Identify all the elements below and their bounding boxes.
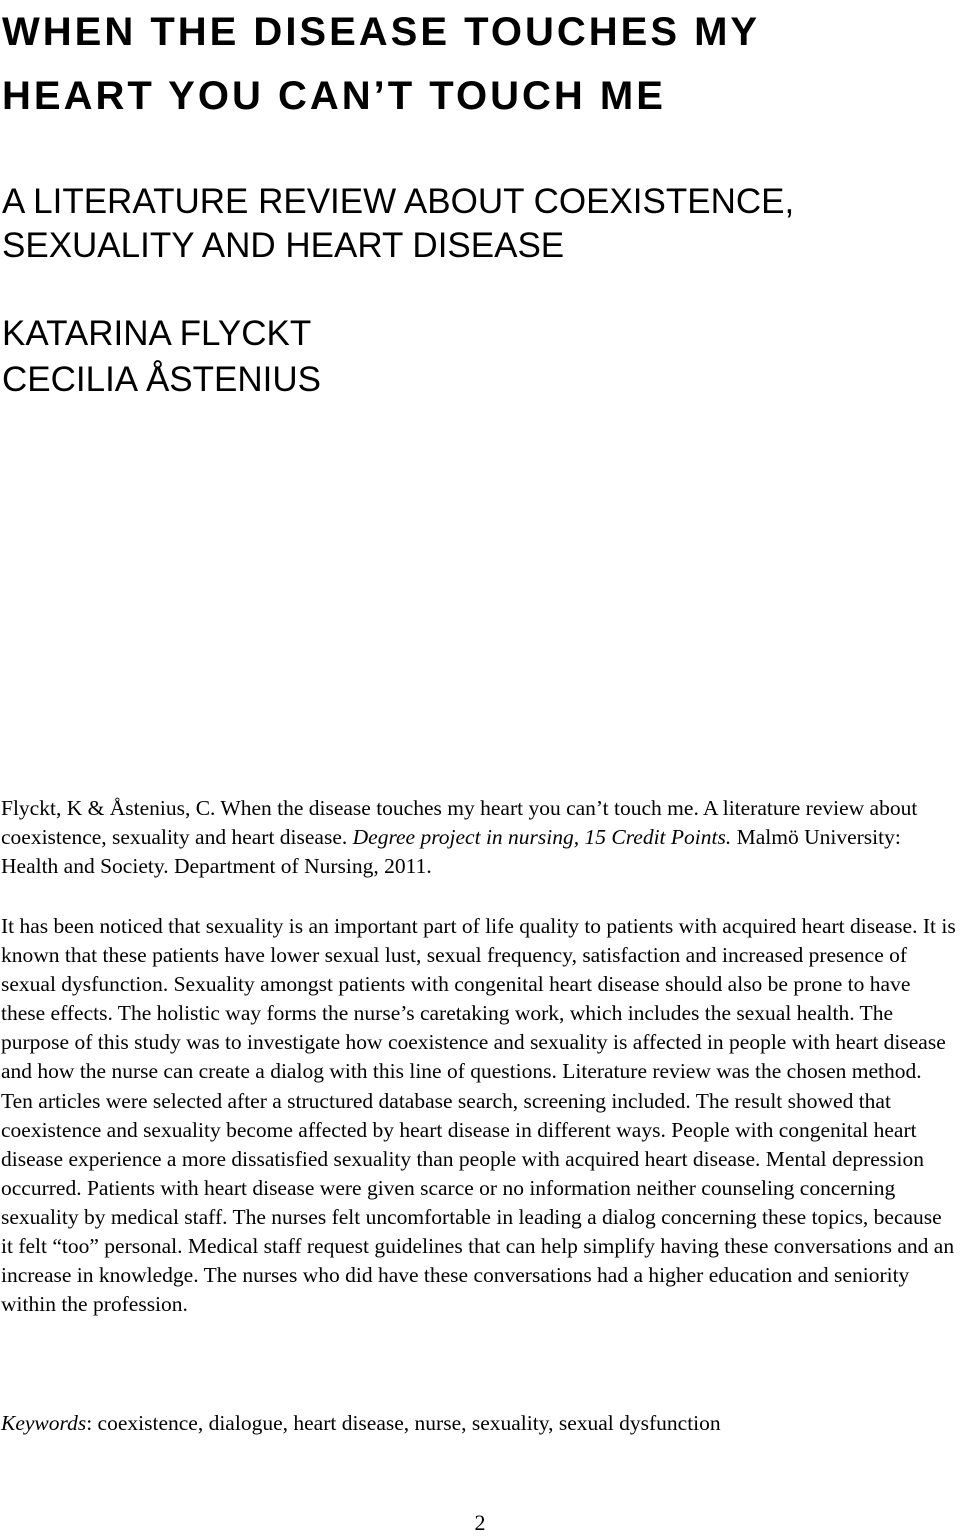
citation-publisher: Malmö University: Health and Society. Department of Nursing, 2011. [1, 825, 901, 878]
abstract-paragraph: It has been noticed that sexuality is an important part of life quality to patients with acquired heart disease. It is known that these patients have lower sexual lust, sexual frequency, satisfaction and increased presence of sexual dysfunction. Sexuality amongst patients with congenital heart disease should also be prone to have these effects. The holistic way forms the nurse’s caretaking work, which includes the sexual health. The purpose of this study was to investigate how coexistence and sexuality is affected in people with heart disease and how the nurse can create a dialog with this line of questions. Literature review was the chosen method. Ten articles were selected after a structured database search, screening included. The result showed that coexistence and sexuality become affected by heart disease in different ways. People with congenital heart disease experience a more dissatisfied sexuality than people with acquired heart disease. Mental depression occurred. Patients with heart disease were given scarce or no information neither counseling concerning sexuality by medical staff. The nurses felt uncomfortable in leading a dialog concerning these topics, because it felt “too” personal. Medical staff request guidelines that can help simplify having these conversations and an increase in knowledge. The nurses who did have these conversations had a higher education and seniority within the profession. [1, 914, 956, 1317]
keywords-list: : coexistence, dialogue, heart disease, nurse, sexuality, sexual dysfunction [86, 1411, 721, 1435]
subtitle [2, 180, 952, 268]
main-title-line-1: WHEN THE DISEASE TOUCHES MY [2, 10, 761, 54]
page-number: 2 [474, 1510, 486, 1535]
main-title-line-2: HEART YOU CAN’T TOUCH ME [2, 74, 666, 118]
citation-text: Flyckt, K & Åstenius, C. When the disease touches my heart you can’t touch me. A literature review about coexistence, sexuality and heart disease. [1, 796, 918, 849]
author-list [2, 311, 952, 403]
citation-paragraph [1, 794, 956, 881]
keywords-paragraph [1, 1409, 956, 1438]
keywords-label: Keywords [1, 1411, 87, 1435]
subtitle-line-2: SEXUALITY AND HEART DISEASE [2, 226, 565, 265]
subtitle-line-1: A LITERATURE REVIEW ABOUT COEXISTENCE, [2, 182, 795, 221]
author-name: KATARINA FLYCKT [2, 314, 312, 353]
main-title [2, 0, 952, 128]
author-name: CECILIA ÅSTENIUS [2, 360, 321, 399]
citation-italic: Degree project in nursing, 15 Credit Points. [352, 825, 732, 849]
